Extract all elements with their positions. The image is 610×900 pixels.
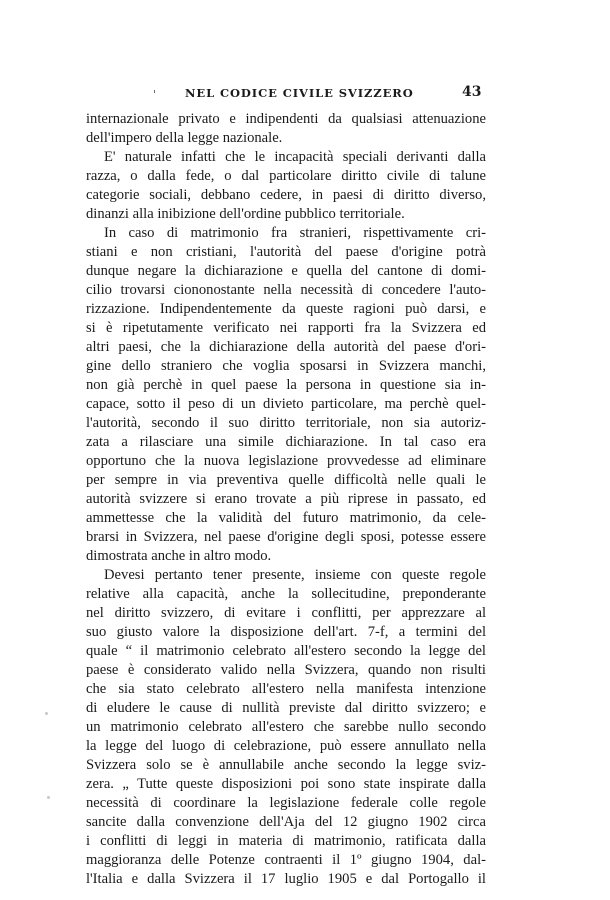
text-line: si è ripetutamente verificato nei rapporti fra la Svizzera ed — [86, 320, 486, 336]
text-line: altri paesi, che la dichiarazione della autorità del paese d'ori- — [86, 339, 486, 355]
page-number: 43 — [462, 84, 482, 100]
text-line: cilio trovarsi ciononostante nella necessità di concedere l'auto- — [86, 282, 486, 298]
text-line: necessità di coordinare la legislazione federale colle regole — [86, 795, 486, 811]
text-line: nel diritto svizzero, di evitare i conflitti, per apprezzare al — [86, 605, 486, 621]
text-line: autorità svizzere si erano trovate a più riprese in passato, ed — [86, 491, 486, 507]
text-line: suo giusto valore la disposizione dell'art. 7-f, a termini del — [86, 624, 486, 640]
text-line: rizzazione. Indipendentemente da queste ragioni può darsi, e — [86, 301, 486, 317]
text-line: quale “ il matrimonio celebrato all'estero secondo la legge del — [86, 643, 486, 659]
text-line: opportuno che la nuova legislazione provvedesse ad eliminare — [86, 453, 486, 469]
text-line: capace, sotto il peso di un divieto particolare, ma perchè quel- — [86, 396, 486, 412]
text-line: paese è considerato valido nella Svizzera, quando non risulti — [86, 662, 486, 678]
text-line: Svizzera solo se è annullabile anche secondo la legge sviz- — [86, 757, 486, 773]
text-line: Devesi pertanto tener presente, insieme con queste regole — [104, 567, 486, 583]
text-line: zata a rilasciare una simile dichiarazione. In tal caso era — [86, 434, 486, 450]
text-line: l'Italia e dalla Svizzera il 17 luglio 1905 e dal Portogallo il — [86, 871, 486, 887]
paper-speck — [45, 712, 48, 715]
text-line: dell'impero della legge nazionale. — [86, 130, 283, 146]
text-line: di eludere le cause di nullità previste dal diritto svizzero; e — [86, 700, 486, 716]
running-head: NEL CODICE CIVILE SVIZZERO — [185, 86, 414, 100]
text-line: per sempre in via preventiva quelle difficoltà nelle quali le — [86, 472, 486, 488]
text-line: brarsi in Svizzera, nel paese d'origine degli sposi, potesse essere — [86, 529, 486, 545]
text-line: dinanzi alla inibizione dell'ordine pubblico territoriale. — [86, 206, 405, 222]
text-line: gine dello straniero che voglia sposarsi in Svizzera manchi, — [86, 358, 486, 374]
text-line: stiani e non cristiani, l'autorità del paese d'origine potrà — [86, 244, 486, 260]
text-line: maggioranza delle Potenze contraenti il 1º giugno 1904, dal- — [86, 852, 486, 868]
text-line: zera. „ Tutte queste disposizioni poi sono state inspirate dalla — [86, 776, 486, 792]
text-line: internazionale privato e indipendenti da qualsiasi attenuazione — [86, 111, 486, 127]
margin-mark: ' — [153, 88, 157, 101]
text-line: In caso di matrimonio fra stranieri, rispettivamente cri- — [104, 225, 486, 241]
text-line: categorie sociali, debbano cedere, in paesi di diritto diverso, — [86, 187, 486, 203]
paper-speck — [47, 796, 50, 799]
text-line: i conflitti di leggi in materia di matrimonio, ratificata dalla — [86, 833, 486, 849]
text-line: E' naturale infatti che le incapacità speciali derivanti dalla — [104, 149, 486, 165]
text-line: ammettesse che la validità del futuro matrimonio, da cele- — [86, 510, 486, 526]
text-line: un matrimonio celebrato all'estero che sarebbe nullo secondo — [86, 719, 486, 735]
body-text — [86, 110, 486, 889]
text-line: che sia stato celebrato all'estero nella manifesta intenzione — [86, 681, 486, 697]
text-line: sancite dalla convenzione dell'Aja del 12 giugno 1902 circa — [86, 814, 486, 830]
text-line: la legge del luogo di celebrazione, può essere annullato nella — [86, 738, 486, 754]
text-line: dunque negare la dichiarazione e quella del cantone di domi- — [86, 263, 486, 279]
text-line: razza, o dalla fede, o dal particolare diritto civile di talune — [86, 168, 486, 184]
text-line: l'autorità, secondo il suo diritto territoriale, non sia autoriz- — [86, 415, 486, 431]
text-line: relative alla capacità, anche la sollecitudine, preponderante — [86, 586, 486, 602]
text-line: dimostrata anche in altro modo. — [86, 548, 272, 564]
text-line: non già perchè in quel paese la persona in questione sia in- — [86, 377, 486, 393]
